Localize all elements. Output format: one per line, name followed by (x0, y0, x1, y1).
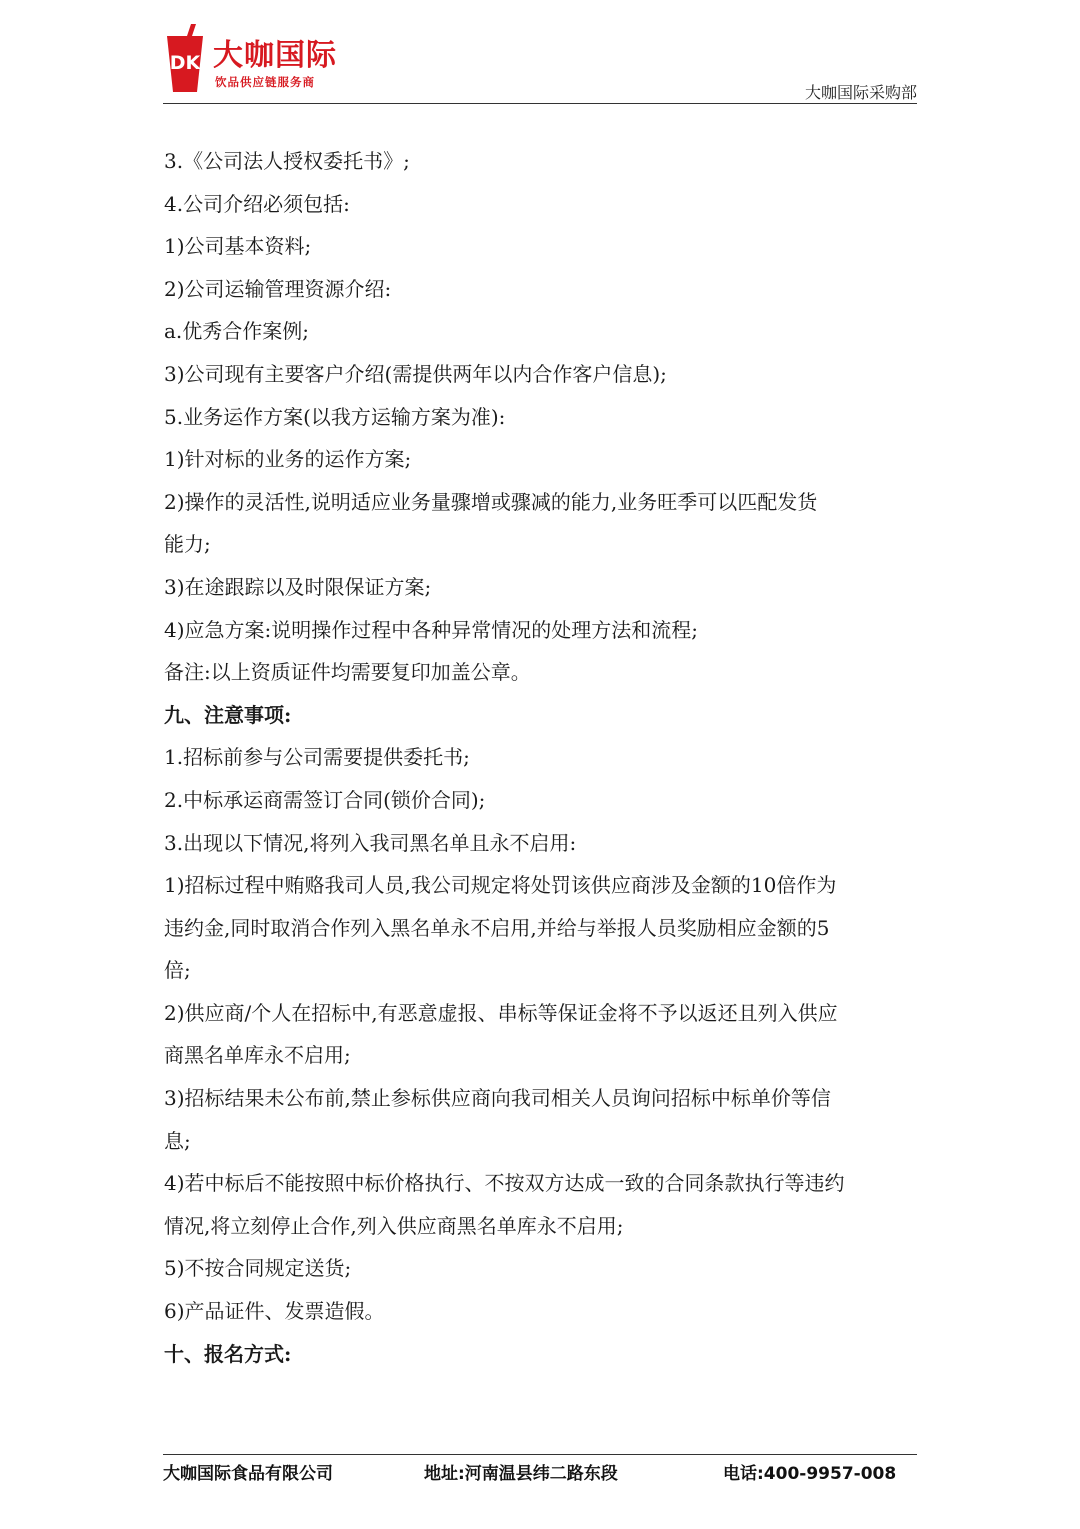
body-line: 能力; (164, 532, 211, 557)
body-line: 1)针对标的业务的运作方案; (164, 447, 412, 472)
cup-logo-icon (163, 22, 207, 98)
body-line: 2)供应商/个人在招标中,有恶意虚报、串标等保证金将不予以返还且列入供应 (164, 1000, 838, 1025)
body-line: 3)招标结果未公布前,禁止参标供应商向我司相关人员询问招标中标单价等信 (164, 1086, 831, 1111)
body-line: 3)在途跟踪以及时限保证方案; (164, 574, 432, 599)
body-line: a.优秀合作案例; (164, 319, 310, 344)
header-department: 大咖国际采购部 (804, 83, 917, 102)
body-line: 3.《公司法人授权委托书》; (164, 149, 410, 173)
body-line: 5.业务运作方案(以我方运输方案为准): (164, 404, 506, 429)
body-line: 1)公司基本资料; (164, 234, 312, 259)
logo-mark-letters: DK (169, 52, 201, 74)
body-line: 5)不按合同规定送货; (164, 1256, 352, 1281)
body-line: 2)公司运输管理资源介绍: (164, 276, 392, 301)
footer-phone: 电话:400-9957-008 (723, 1464, 897, 1484)
footer-address: 地址:河南温县纬二路东段 (424, 1464, 618, 1484)
body-line: 6)产品证件、发票造假。 (164, 1299, 385, 1324)
body-line: 3.出现以下情况,将列入我司黑名单且永不启用: (164, 830, 577, 855)
section-heading: 九、注意事项: (164, 702, 292, 727)
logo-subtitle: 饮品供应链服务商 (215, 75, 315, 89)
body-line: 备注:以上资质证件均需要复印加盖公章。 (164, 660, 531, 685)
footer-company: 大咖国际食品有限公司 (163, 1464, 333, 1484)
body-line: 1)招标过程中贿赂我司人员,我公司规定将处罚该供应商涉及金额的10倍作为 (164, 873, 837, 898)
body-line: 2.中标承运商需签订合同(锁价合同); (164, 787, 486, 812)
document-body (164, 140, 918, 1375)
body-line: 4)应急方案:说明操作过程中各种异常情况的处理方法和流程; (164, 617, 699, 642)
body-line: 违约金,同时取消合作列入黑名单永不启用,并给与举报人员奖励相应金额的5 (164, 915, 830, 940)
logo-title: 大咖国际 (213, 38, 337, 73)
body-line: 1.招标前参与公司需要提供委托书; (164, 745, 470, 770)
body-line: 3)公司现有主要客户介绍(需提供两年以内合作客户信息); (164, 361, 667, 386)
body-line: 情况,将立刻停止合作,列入供应商黑名单库永不启用; (164, 1213, 624, 1238)
body-line: 4)若中标后不能按照中标价格执行、不按双方达成一致的合同条款执行等违约 (164, 1171, 845, 1196)
company-logo (163, 22, 363, 98)
header-divider (163, 103, 917, 104)
body-line: 息; (164, 1128, 191, 1153)
body-line: 倍; (164, 958, 191, 983)
body-line: 4.公司介绍必须包括: (164, 191, 350, 216)
body-line: 2)操作的灵活性,说明适应业务量骤增或骤减的能力,业务旺季可以匹配发货 (164, 489, 818, 514)
section-heading: 十、报名方式: (164, 1341, 292, 1366)
footer-divider (163, 1454, 917, 1455)
body-line: 商黑名单库永不启用; (164, 1043, 351, 1068)
